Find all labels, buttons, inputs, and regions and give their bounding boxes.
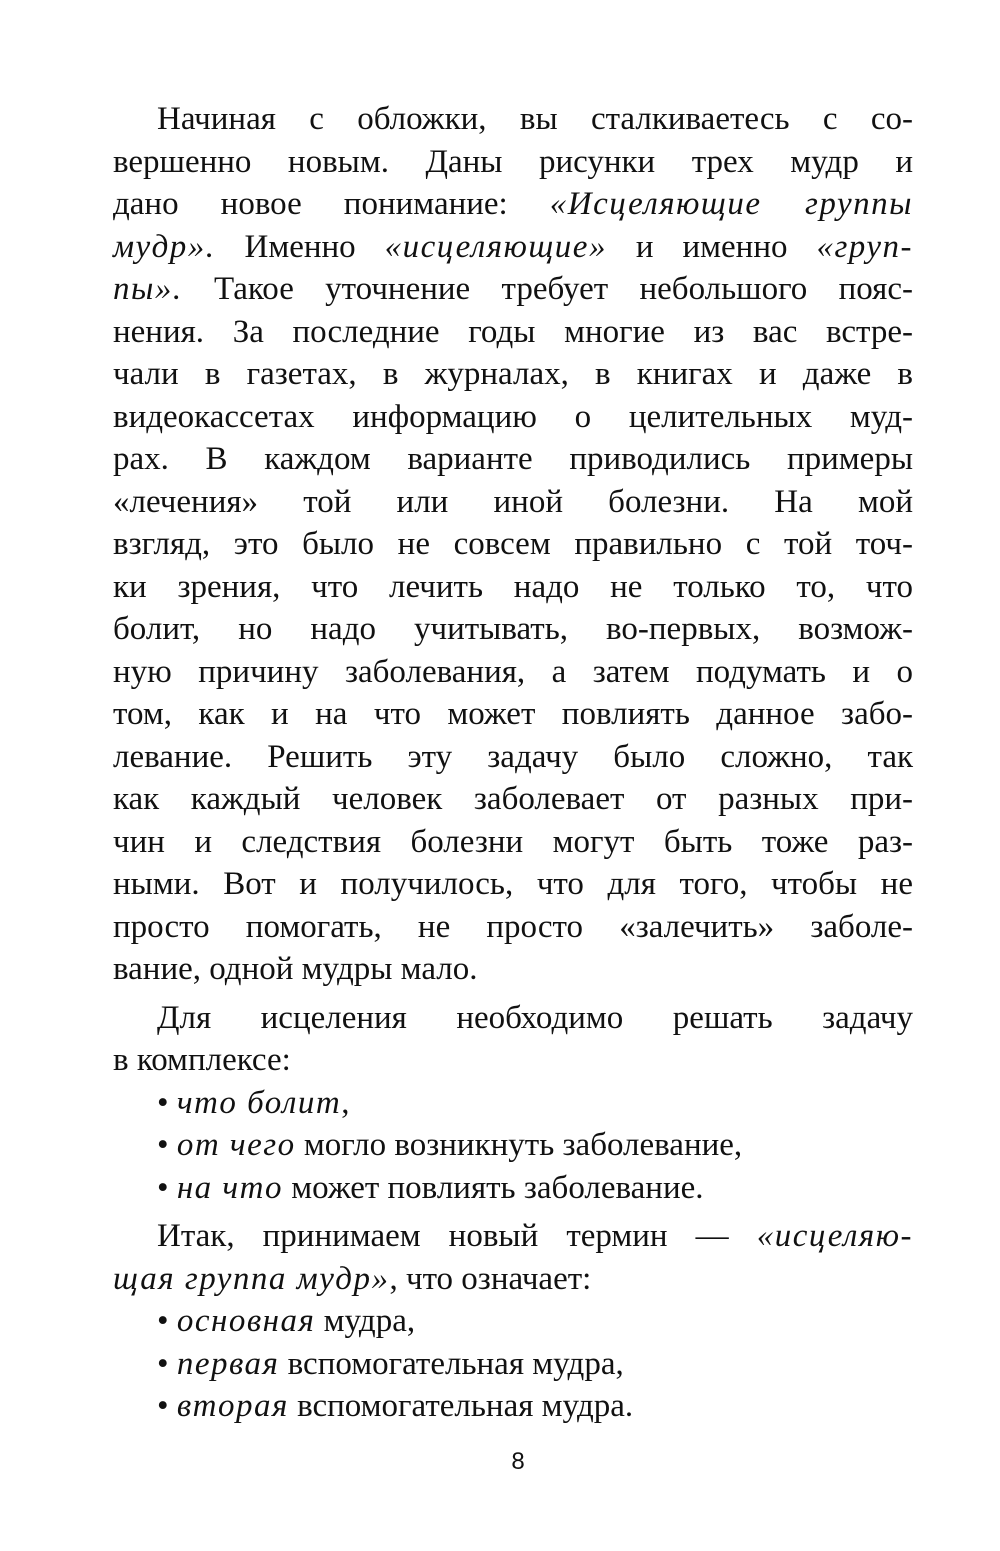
text-segment: Для исцеления необходимо решать задачу xyxy=(157,999,913,1036)
text-segment: • xyxy=(157,1388,177,1424)
text-line xyxy=(113,821,913,864)
text-line xyxy=(113,948,913,991)
text-line xyxy=(113,1385,913,1428)
text-segment: Итак, принимаем новый термин — xyxy=(157,1218,757,1254)
text-segment: вание, одной мудры мало. xyxy=(113,951,478,987)
text-segment: взгляд, это было не совсем правильно с той точ- xyxy=(113,526,913,562)
text-segment: , что означает: xyxy=(389,1260,592,1297)
text-segment: чин и следствия болезни могут быть тоже раз- xyxy=(113,823,913,860)
italic-text: на что xyxy=(176,1169,284,1206)
text-line xyxy=(113,1343,913,1386)
text-line xyxy=(113,1215,913,1258)
text-line xyxy=(113,608,913,651)
text-line xyxy=(113,736,913,779)
text-segment: Именно xyxy=(215,228,385,265)
text-line xyxy=(113,353,913,396)
text-segment: вспомогательная мудра. xyxy=(288,1388,634,1424)
text-line xyxy=(113,141,913,184)
text-segment: просто помогать, не просто «залечить» заболе- xyxy=(113,908,913,945)
text-line xyxy=(113,997,913,1040)
text-line xyxy=(113,268,913,311)
italic-text: «исцеляю- xyxy=(756,1218,913,1254)
text-segment: • xyxy=(157,1127,177,1163)
page-number: 8 xyxy=(511,1448,525,1475)
text-line xyxy=(113,396,913,439)
text-line xyxy=(113,1124,913,1167)
text-segment: • xyxy=(157,1084,177,1121)
text-segment: • xyxy=(157,1169,177,1206)
text-line xyxy=(113,438,913,481)
text-line xyxy=(113,523,913,566)
text-segment: ными. Вот и получилось, что для того, чтобы не xyxy=(113,866,913,902)
text-segment: мудра, xyxy=(315,1303,416,1339)
text-segment: чали в газетах, в журналах, в книгах и даже в xyxy=(113,356,913,392)
text-segment: болит, но надо учитывать, во-первых, возмож- xyxy=(113,611,913,647)
text-segment: нения. За последние годы многие из вас встре- xyxy=(113,313,913,350)
italic-text: вторая xyxy=(176,1388,289,1424)
text-line xyxy=(113,98,913,141)
text-segment: том, как и на что может повлиять данное забо- xyxy=(113,696,913,732)
italic-text: «Исцеляющие группы xyxy=(549,186,913,222)
text-segment: Начиная с обложки, вы сталкиваетесь с со- xyxy=(157,101,913,137)
text-line xyxy=(113,183,913,226)
text-segment: ки зрения, что лечить надо не только то, что xyxy=(113,568,913,605)
text-segment: • xyxy=(157,1345,177,1382)
italic-text: пы». xyxy=(113,271,183,307)
text-segment: вспомогательная мудра, xyxy=(279,1345,624,1382)
text-segment: может повлиять заболевание. xyxy=(283,1169,704,1206)
text-line xyxy=(113,906,913,949)
italic-text: мудр». xyxy=(113,228,216,265)
text-segment: Такое уточнение требует небольшого пояс- xyxy=(182,271,913,307)
italic-text: «груп- xyxy=(816,228,914,265)
text-line xyxy=(113,1039,913,1082)
text-line xyxy=(113,1300,913,1343)
text-segment: могло возникнуть заболевание, xyxy=(295,1127,743,1163)
page-body-text xyxy=(113,98,913,1428)
text-line xyxy=(113,1167,913,1210)
italic-text: первая xyxy=(176,1345,280,1382)
text-segment: «лечения» той или иной болезни. На мой xyxy=(113,483,913,520)
text-segment: и именно xyxy=(606,228,817,265)
text-segment: , xyxy=(341,1084,350,1121)
text-segment: ную причину заболевания, а затем подумать и о xyxy=(113,653,913,690)
text-line xyxy=(113,1082,913,1125)
text-segment: как каждый человек заболевает от разных при- xyxy=(113,781,913,817)
text-line xyxy=(113,651,913,694)
text-segment: рах. В каждом варианте приводились примеры xyxy=(113,441,913,477)
text-segment: в комплексе: xyxy=(113,1042,291,1078)
text-segment: вершенно новым. Даны рисунки трех мудр и xyxy=(113,143,913,180)
text-line xyxy=(113,566,913,609)
text-segment: дано новое понимание: xyxy=(113,186,550,222)
text-line xyxy=(113,481,913,524)
text-segment: левание. Решить эту задачу было сложно, так xyxy=(113,738,913,775)
text-line xyxy=(113,778,913,821)
italic-text: что болит xyxy=(176,1084,342,1121)
text-line xyxy=(113,1258,913,1301)
italic-text: от чего xyxy=(176,1127,296,1163)
italic-text: щая группа мудр» xyxy=(113,1260,390,1297)
text-line xyxy=(113,311,913,354)
italic-text: «исцеляющие» xyxy=(384,228,607,265)
text-segment: видеокассетах информацию о целительных муд- xyxy=(113,398,913,435)
text-line xyxy=(113,226,913,269)
text-line xyxy=(113,863,913,906)
text-segment: • xyxy=(157,1303,177,1339)
text-line xyxy=(113,693,913,736)
italic-text: основная xyxy=(176,1303,316,1339)
